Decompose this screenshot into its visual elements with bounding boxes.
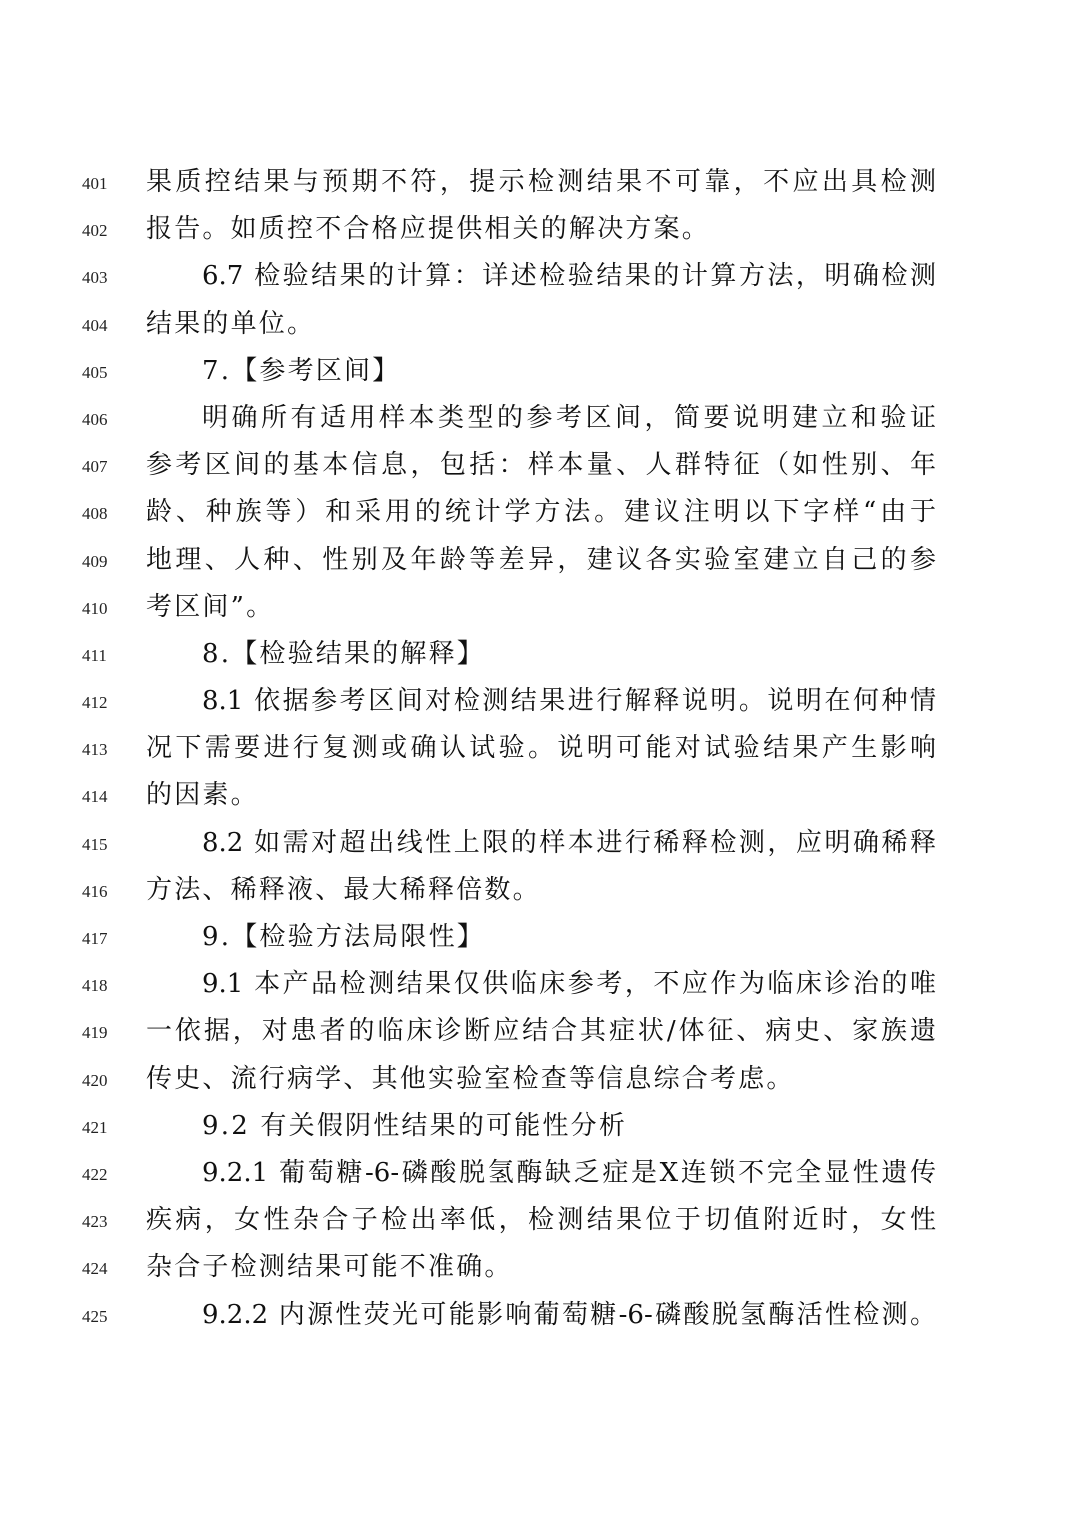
document-line bbox=[0, 1293, 1080, 1340]
line-number: 417 bbox=[82, 929, 108, 948]
document-line bbox=[0, 868, 1080, 915]
document-line bbox=[0, 302, 1080, 349]
document-line bbox=[0, 443, 1080, 490]
line-number: 411 bbox=[82, 645, 107, 665]
line-number: 425 bbox=[82, 1306, 108, 1326]
line-number: 423 bbox=[82, 1212, 108, 1232]
document-line bbox=[0, 821, 1080, 868]
document-line bbox=[0, 1104, 1080, 1151]
document-line bbox=[0, 726, 1080, 773]
line-text: 6.7 检验结果的计算：详述检验结果的计算方法，明确检测 bbox=[202, 261, 936, 292]
document-line bbox=[0, 773, 1080, 820]
document-line bbox=[0, 490, 1080, 537]
document-line bbox=[0, 1057, 1080, 1104]
line-number: 413 bbox=[82, 740, 108, 760]
document-line bbox=[0, 538, 1080, 585]
document-line bbox=[0, 585, 1080, 632]
line-text: 8.2 如需对超出线性上限的样本进行稀释检测，应明确稀释 bbox=[202, 827, 936, 858]
document-line bbox=[0, 962, 1080, 1009]
document-line bbox=[0, 1151, 1080, 1198]
line-text: 的因素。 bbox=[146, 780, 259, 811]
line-text: 一依据，对患者的临床诊断应结合其症状/体征、病史、家族遗 bbox=[146, 1016, 936, 1047]
document-line bbox=[0, 679, 1080, 726]
line-text: 7.【参考区间】 bbox=[202, 355, 401, 386]
line-number: 414 bbox=[82, 787, 108, 807]
line-number: 404 bbox=[82, 315, 108, 335]
document-line bbox=[0, 632, 1080, 679]
line-number: 416 bbox=[82, 881, 108, 901]
line-number: 419 bbox=[82, 1023, 108, 1043]
line-text: 9.2.2 内源性荧光可能影响葡萄糖-6-磷酸脱氢酶活性检测。 bbox=[202, 1299, 936, 1330]
line-text: 考区间”。 bbox=[146, 591, 275, 622]
line-text: 疾病，女性杂合子检出率低，检测结果位于切值附近时，女性 bbox=[146, 1205, 936, 1236]
line-text: 果质控结果与预期不符，提示检测结果不可靠，不应出具检测 bbox=[146, 167, 936, 197]
line-text: 9.1 本产品检测结果仅供临床参考，不应作为临床诊治的唯 bbox=[202, 969, 936, 1000]
line-number: 422 bbox=[82, 1164, 108, 1184]
document-line bbox=[0, 160, 1080, 207]
line-text: 传史、流行病学、其他实验室检查等信息综合考虑。 bbox=[146, 1063, 795, 1094]
line-number: 421 bbox=[82, 1117, 108, 1137]
document-line bbox=[0, 1245, 1080, 1292]
line-number: 407 bbox=[82, 457, 108, 477]
line-text: 结果的单位。 bbox=[146, 308, 316, 339]
line-number: 418 bbox=[82, 976, 108, 996]
document-line bbox=[0, 396, 1080, 443]
document-line bbox=[0, 1198, 1080, 1245]
line-text: 地理、人种、性别及年龄等差异，建议各实验室建立自己的参 bbox=[146, 544, 936, 575]
line-text: 参考区间的基本信息，包括：样本量、人群特征（如性别、年 bbox=[146, 450, 936, 481]
line-text: 明确所有适用样本类型的参考区间，简要说明建立和验证 bbox=[202, 402, 936, 433]
line-number: 409 bbox=[82, 551, 108, 571]
line-text: 方法、稀释液、最大稀释倍数。 bbox=[146, 874, 541, 905]
line-number: 405 bbox=[82, 362, 108, 382]
document-line bbox=[0, 1009, 1080, 1056]
line-number: 415 bbox=[82, 834, 108, 854]
line-text: 况下需要进行复测或确认试验。说明可能对试验结果产生影响 bbox=[146, 733, 936, 764]
line-text: 9.2 有关假阴性结果的可能性分析 bbox=[202, 1110, 628, 1141]
line-text: 杂合子检测结果可能不准确。 bbox=[146, 1252, 513, 1283]
document-line bbox=[0, 349, 1080, 396]
line-text: 9.2.1 葡萄糖-6-磷酸脱氢酶缺乏症是X连锁不完全显性遗传 bbox=[202, 1157, 936, 1188]
line-number: 424 bbox=[82, 1259, 108, 1279]
document-line bbox=[0, 207, 1080, 254]
line-text: 报告。如质控不合格应提供相关的解决方案。 bbox=[146, 214, 711, 245]
line-text: 9.【检验方法局限性】 bbox=[202, 922, 486, 952]
line-number: 402 bbox=[82, 221, 108, 241]
line-number: 412 bbox=[82, 693, 108, 713]
line-text: 8.【检验结果的解释】 bbox=[202, 638, 486, 669]
line-number: 420 bbox=[82, 1070, 108, 1090]
line-number: 410 bbox=[82, 598, 108, 618]
line-number: 408 bbox=[82, 504, 108, 524]
line-number: 406 bbox=[82, 409, 108, 429]
line-number: 403 bbox=[82, 268, 108, 288]
document-line bbox=[0, 915, 1080, 962]
line-number: 401 bbox=[82, 174, 108, 193]
document-body bbox=[0, 160, 1080, 1340]
document-line bbox=[0, 254, 1080, 301]
line-text: 8.1 依据参考区间对检测结果进行解释说明。说明在何种情 bbox=[202, 686, 936, 717]
line-text: 龄、种族等）和采用的统计学方法。建议注明以下字样“由于 bbox=[146, 497, 936, 528]
